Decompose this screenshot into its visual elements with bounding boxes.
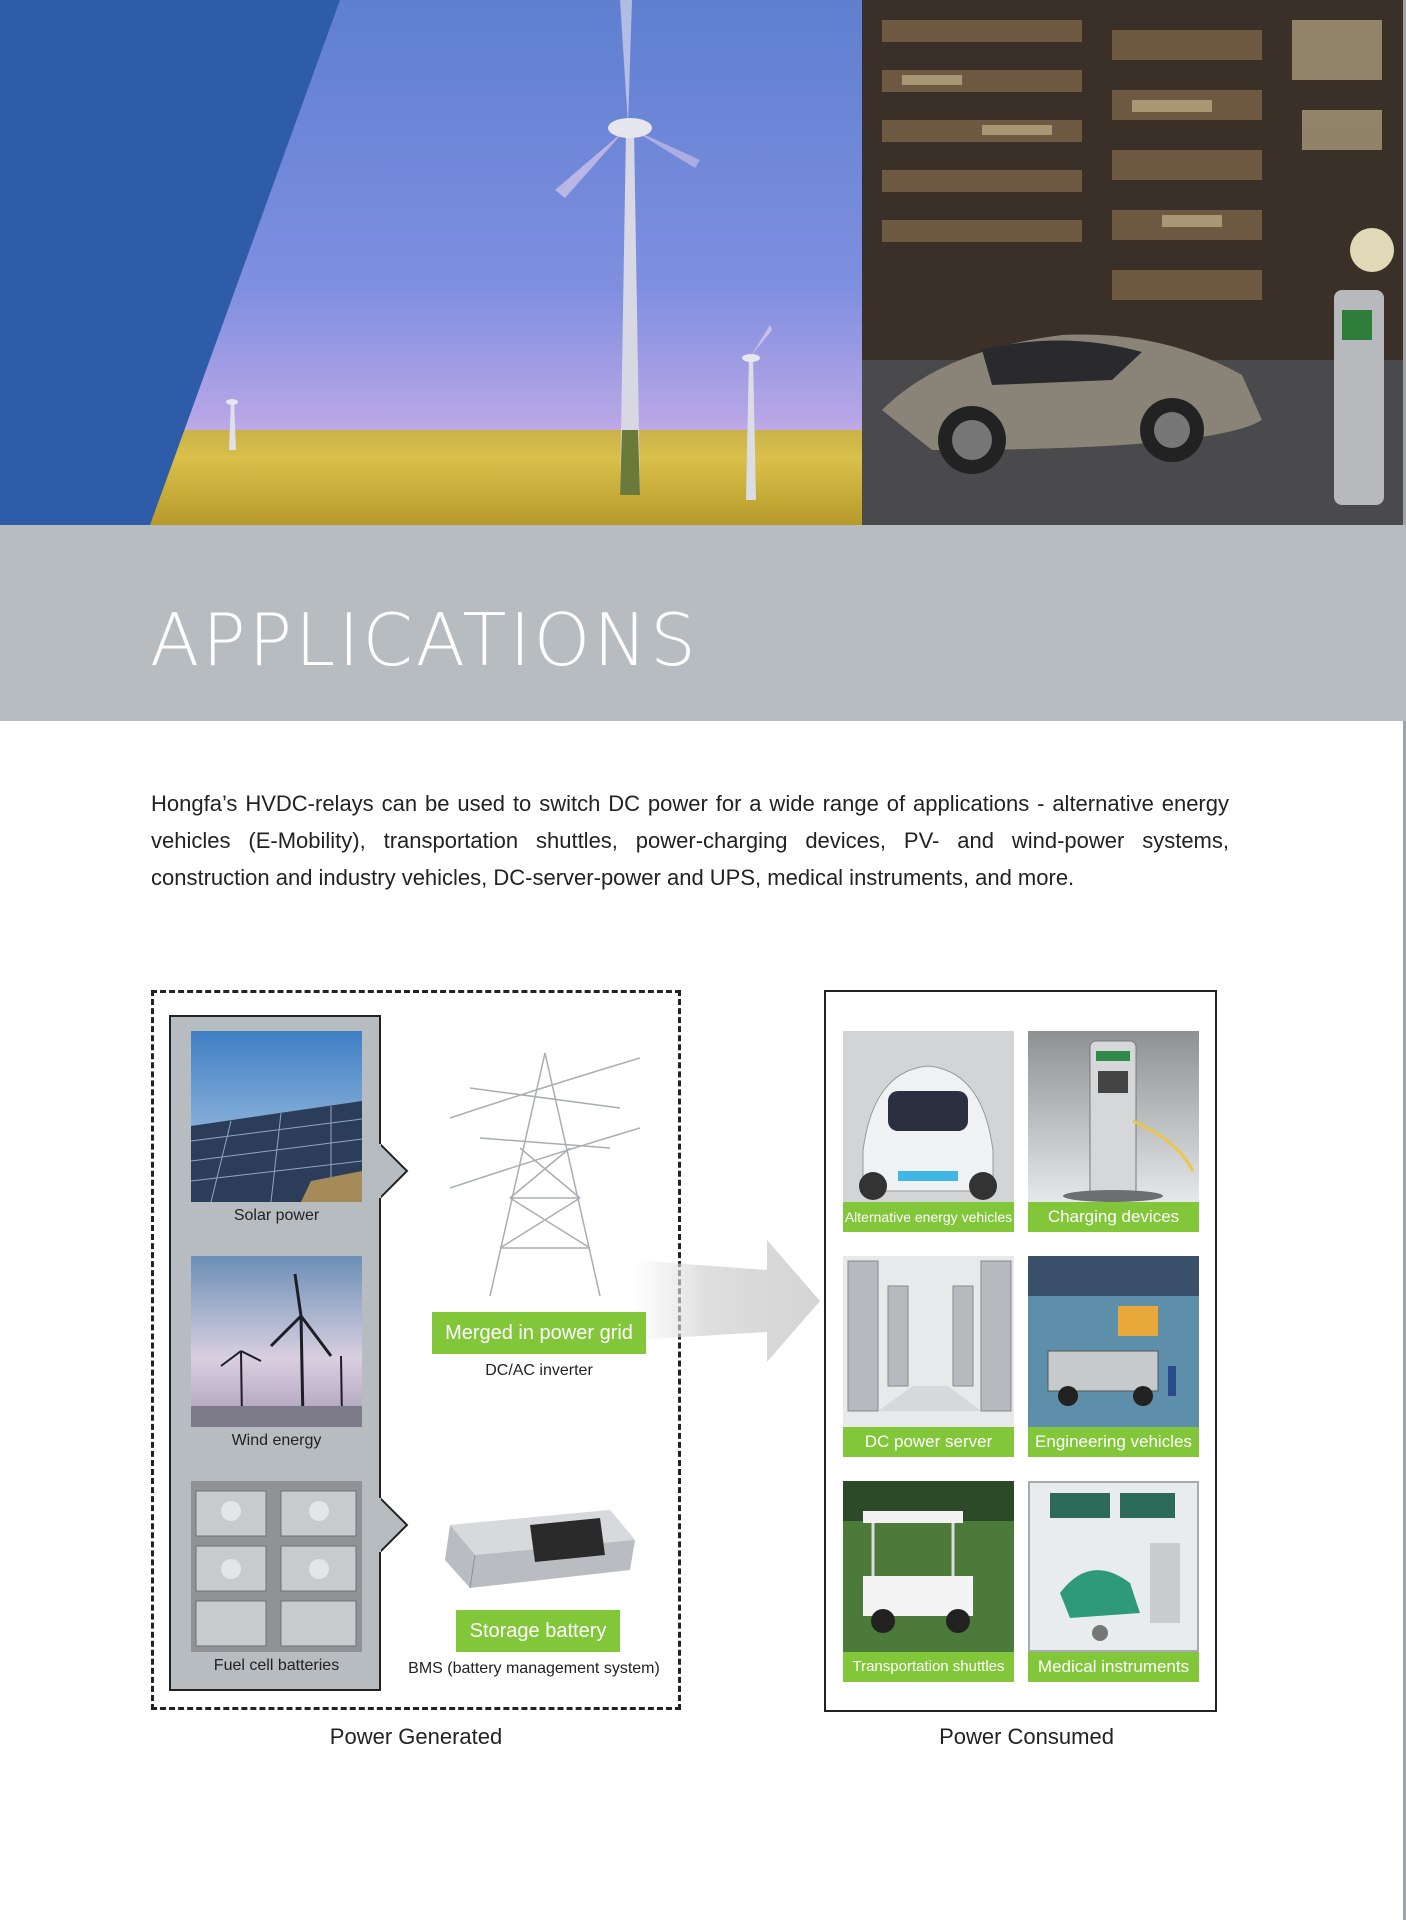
blue-wedge-graphic	[0, 0, 862, 525]
source-label-fuel-cell: Fuel cell batteries	[213, 1657, 340, 1674]
medical-instrument-photo	[1028, 1481, 1199, 1652]
engineering-vehicle-photo	[1028, 1256, 1199, 1427]
solar-power-photo	[191, 1031, 362, 1202]
page-title: APPLICATIONS	[150, 598, 699, 682]
fuel-cell-photo	[191, 1481, 362, 1652]
shuttle-photo	[843, 1481, 1014, 1652]
power-consumed-caption: Power Consumed	[939, 1724, 1114, 1749]
wind-energy-photo	[191, 1256, 362, 1427]
storage-battery-label: Storage battery	[456, 1610, 620, 1652]
merged-grid-label: Merged in power grid	[432, 1312, 646, 1354]
electric-car-illustration	[862, 0, 1406, 525]
consumed-label-engineering: Engineering vehicles	[1028, 1427, 1199, 1457]
transmission-tower-icon	[450, 1048, 640, 1298]
pointer-arrow-bottom	[379, 1497, 409, 1553]
intro-paragraph: Hongfa’s HVDC-relays can be used to switch DC power for a wide range of applications - alternative energy vehicles (E-Mobility), transportation shuttles, power-charging devices, PV- and wind-power systems, construction and industry vehicles, DC-server-power and UPS, medical instruments, and more.	[151, 791, 1229, 890]
source-label-wind: Wind energy	[231, 1432, 322, 1449]
flow-arrow-icon	[632, 1240, 822, 1362]
dc-server-photo	[843, 1256, 1014, 1427]
hero-wind-photo	[0, 0, 862, 525]
source-label-solar: Solar power	[233, 1207, 320, 1224]
hero-ev-photo	[862, 0, 1406, 525]
pointer-arrow-top	[379, 1143, 409, 1199]
ev-photo	[843, 1031, 1014, 1202]
consumed-label-server: DC power server	[843, 1427, 1014, 1457]
consumed-label-shuttle: Transportation shuttles	[843, 1652, 1014, 1682]
consumed-label-ev: Alternative energy vehicles	[843, 1202, 1014, 1232]
bms-caption: BMS (battery management system)	[408, 1660, 660, 1677]
battery-icon	[440, 1500, 640, 1592]
consumed-label-charging: Charging devices	[1028, 1202, 1199, 1232]
power-generated-caption: Power Generated	[329, 1724, 503, 1749]
inverter-caption: DC/AC inverter	[485, 1362, 593, 1379]
charging-device-photo	[1028, 1031, 1199, 1202]
consumed-label-medical: Medical instruments	[1028, 1652, 1199, 1682]
